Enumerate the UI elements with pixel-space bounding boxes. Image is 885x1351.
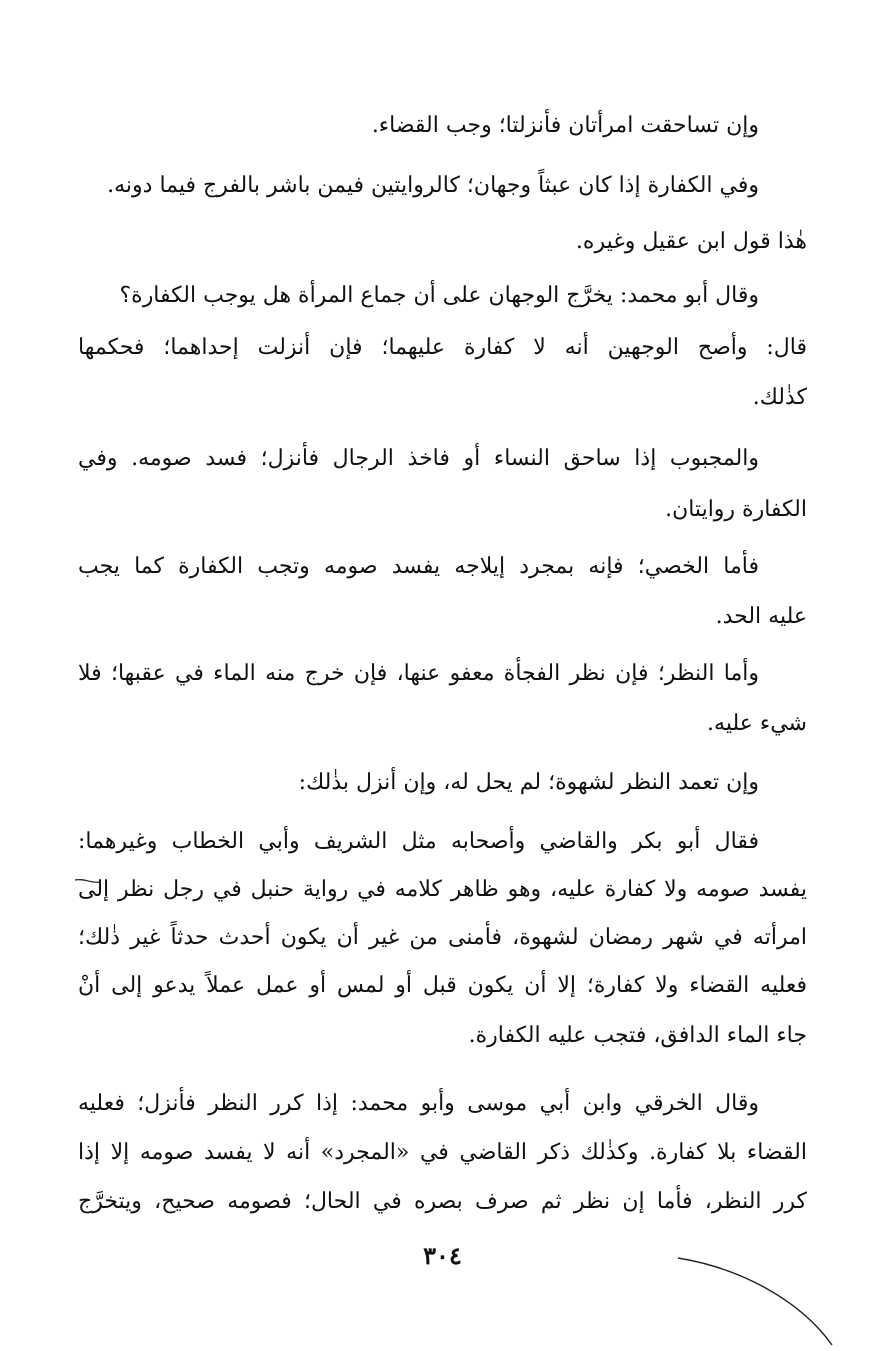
text-line: وإن تعمد النظر لشهوة؛ لم يحل له، وإن أنزل بذٰلك: (298, 770, 759, 795)
text-line: عليه الحد. (715, 604, 807, 629)
text-line: امرأته في شهر رمضان لشهوة، فأمنى من غير أن يكون أحدث حدثاً غير ذٰلك؛ (78, 925, 807, 950)
text-line: يفسد صومه ولا كفارة عليه، وهو ظاهر كلامه في رواية حنبل في رجل نظر إلى (78, 877, 807, 902)
page-number: ٣٠٤ (423, 1241, 462, 1270)
text-line: هٰذا قول ابن عقيل وغيره. (575, 229, 807, 254)
text-line: فقال أبو بكر والقاضي وأصحابه مثل الشريف وأبي الخطاب وغيرهما: (78, 829, 759, 854)
text-line: وقال أبو محمد: يخرَّج الوجهان على أن جماع المرأة هل يوجب الكفارة؟ (119, 283, 759, 308)
text-line: فعليه القضاء ولا كفارة؛ إلا أن يكون قبل أو لمس أو عمل عملاً يدعو إلى أنْ (78, 973, 807, 998)
text-line: شيء عليه. (707, 711, 807, 736)
text-line: الكفارة روايتان. (665, 497, 807, 522)
text-line: وقال الخرقي وابن أبي موسى وأبو محمد: إذا كرر النظر فأنزل؛ فعليه (78, 1091, 759, 1116)
text-line: كذٰلك. (752, 385, 807, 410)
text-line: وأما النظر؛ فإن نظر الفجأة معفو عنها، فإن خرج منه الماء في عقبها؛ فلا (78, 661, 759, 686)
text-line: والمجبوب إذا ساحق النساء أو فاخذ الرجال فأنزل؛ فسد صومه. وفي (78, 446, 759, 471)
text-line: جاء الماء الدافق، فتجب عليه الكفارة. (468, 1023, 807, 1048)
text-line: كرر النظر، فأما إن نظر ثم صرف بصره في الحال؛ فصومه صحيح، ويتخرَّج (78, 1189, 807, 1214)
text-line: قال: وأصح الوجهين أنه لا كفارة عليهما؛ فإن أنزلت إحداهما؛ فحكمها (78, 335, 807, 360)
text-line: فأما الخصي؛ فإنه بمجرد إيلاجه يفسد صومه وتجب الكفارة كما يجب (78, 554, 759, 579)
text-line: وإن تساحقت امرأتان فأنزلتا؛ وجب القضاء. (371, 113, 759, 138)
text-line: وفي الكفارة إذا كان عبثاً وجهان؛ كالروايتين فيمن باشر بالفرج فيما دونه. (107, 173, 759, 198)
text-line: القضاء بلا كفارة. وكذٰلك ذكر القاضي في «المجرد» أنه لا يفسد صومه إلا إذا (78, 1140, 807, 1165)
